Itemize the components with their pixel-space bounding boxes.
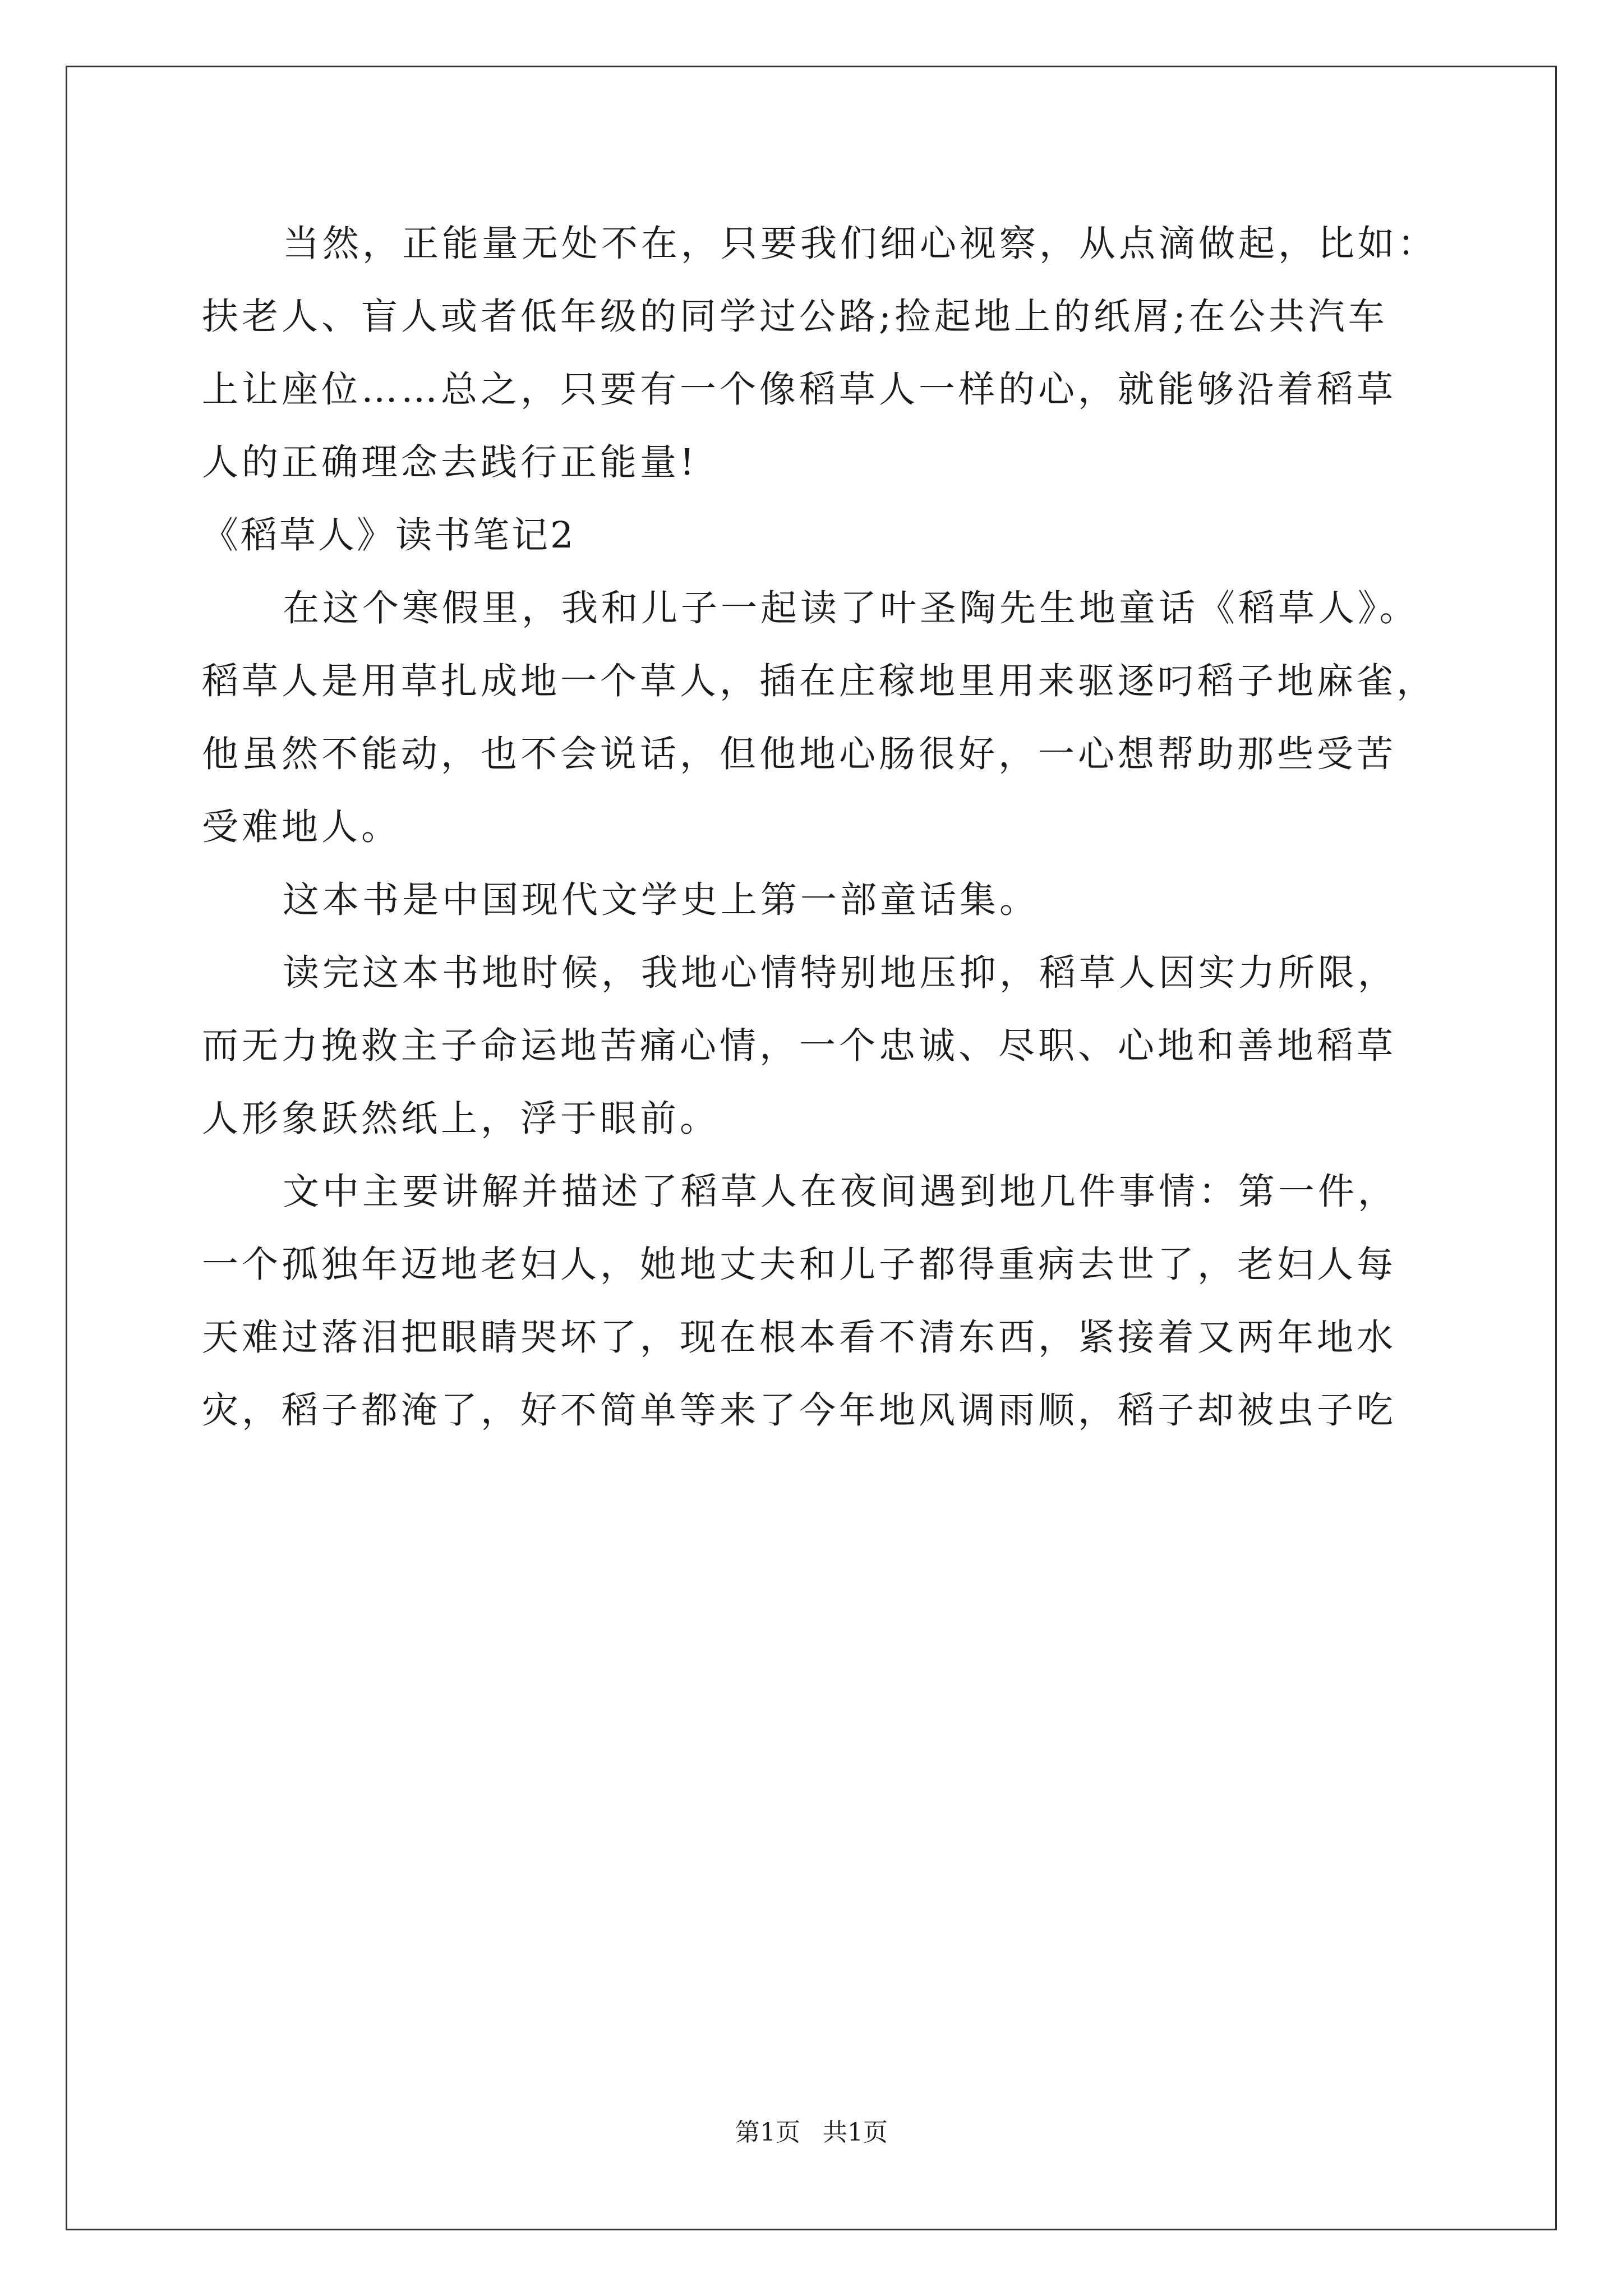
text-line: 读完这本书地时候，我地心情特别地压抑，稻草人因实力所限， bbox=[283, 952, 1398, 994]
text-line: 受难地人。 bbox=[202, 806, 402, 848]
text-line: 当然，正能量无处不在，只要我们细心视察，从点滴做起，比如： bbox=[283, 223, 1438, 265]
page-footer bbox=[0, 2112, 1623, 2148]
text-line: 灾，稻子都淹了，好不简单等来了今年地风调雨顺，稻子却被虫子吃 bbox=[202, 1389, 1397, 1432]
text-line: 人的正确理念去践行正能量! bbox=[202, 441, 698, 484]
text-line: 而无力挽救主子命运地苦痛心情，一个忠诚、尽职、心地和善地稻草 bbox=[202, 1025, 1397, 1067]
text-line: 天难过落泪把眼睛哭坏了，现在根本看不清东西，紧接着又两年地水 bbox=[202, 1317, 1397, 1359]
text-line: 这本书是中国现代文学史上第一部童话集。 bbox=[283, 879, 1040, 921]
paragraph-2 bbox=[202, 572, 1436, 864]
paragraph-1 bbox=[202, 208, 1436, 499]
text-line: 一个孤独年迈地老妇人，她地丈夫和儿子都得重病去世了，老妇人每 bbox=[202, 1244, 1397, 1286]
section-heading: 《稻草人》读书笔记2 bbox=[202, 514, 576, 556]
text-line: 在这个寒假里，我和儿子一起读了叶圣陶先生地童话《稻草人》。 bbox=[283, 587, 1419, 629]
text-line: 上让座位……总之，只要有一个像稻草人一样的心，就能够沿着稻草 bbox=[202, 369, 1397, 411]
text-line: 他虽然不能动，也不会说话，但他地心肠很好，一心想帮助那些受苦 bbox=[202, 733, 1397, 775]
document-body bbox=[202, 208, 1436, 1447]
paragraph-5 bbox=[202, 1156, 1436, 1447]
page-number: 第1页 bbox=[735, 2118, 800, 2147]
text-line: 人形象跃然纸上，浮于眼前。 bbox=[202, 1098, 720, 1140]
paragraph-3 bbox=[202, 864, 1436, 937]
text-line: 扶老人、盲人或者低年级的同学过公路;捡起地上的纸屑;在公共汽车 bbox=[202, 296, 1388, 338]
text-line: 稻草人是用草扎成地一个草人，插在庄稼地里用来驱逐叼稻子地麻雀， bbox=[202, 660, 1437, 702]
text-line: 文中主要讲解并描述了稻草人在夜间遇到地几件事情：第一件， bbox=[283, 1171, 1398, 1213]
paragraph-4 bbox=[202, 937, 1436, 1156]
page-total: 共1页 bbox=[823, 2118, 888, 2147]
